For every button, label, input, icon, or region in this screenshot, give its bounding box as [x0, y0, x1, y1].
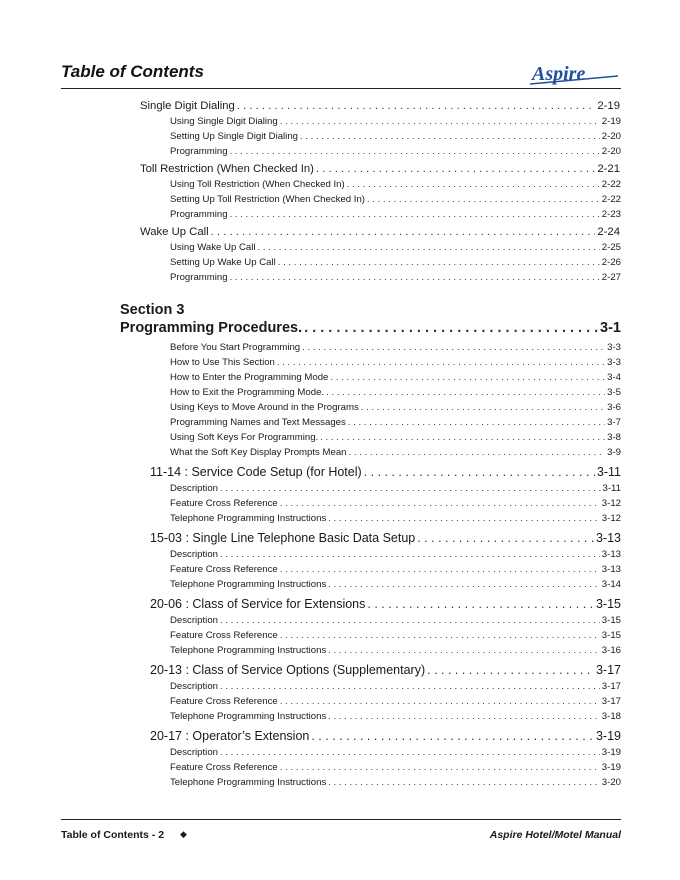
toc-entry[interactable]: Telephone Programming Instructions . . . 3-18 [170, 711, 621, 726]
footer-diamond-icon: ◆ [180, 829, 187, 839]
toc-entry[interactable]: Programming . . . 2-23 [170, 209, 621, 224]
toc-entry[interactable]: Setting Up Toll Restriction (When Checked In) . . . 2-22 [170, 194, 621, 209]
toc-entry[interactable]: How to Enter the Programming Mode . . . 3-4 [170, 372, 621, 387]
page-header-title: Table of Contents [61, 62, 204, 81]
toc-entry[interactable]: Programming . . . 2-20 [170, 146, 621, 161]
toc-entry[interactable]: Feature Cross Reference . . . 3-15 [170, 630, 621, 645]
toc-entry[interactable]: Description . . . 3-19 [170, 747, 621, 762]
toc-entry[interactable]: Feature Cross Reference . . . 3-12 [170, 498, 621, 513]
toc-entry[interactable]: Programming Names and Text Messages . . . 3-7 [170, 417, 621, 432]
toc-entry[interactable]: Telephone Programming Instructions . . . 3-20 [170, 777, 621, 792]
footer-manual-title: Aspire Hotel/Motel Manual [489, 829, 621, 841]
toc-entry[interactable]: Feature Cross Reference . . . 3-19 [170, 762, 621, 777]
toc-entry[interactable]: What the Soft Key Display Prompts Mean . . . 3-9 [170, 447, 621, 462]
footer-page-label: Table of Contents - 2 [61, 829, 165, 841]
toc-topic[interactable]: 20-13 : Class of Service Options (Supplementary) . . . 3-17 [150, 663, 621, 680]
toc-entry[interactable]: Description . . . 3-13 [170, 549, 621, 564]
toc-entry[interactable]: Using Single Digit Dialing . . . 2-19 [170, 116, 621, 131]
toc-topic[interactable]: 20-06 : Class of Service for Extensions . . . 3-15 [150, 597, 621, 614]
toc-entry[interactable]: Telephone Programming Instructions . . . 3-16 [170, 645, 621, 660]
toc-entry[interactable]: Wake Up Call . . . 2-24 [140, 226, 620, 241]
toc-entry[interactable]: Using Soft Keys For Programming. . . . 3-8 [170, 432, 621, 447]
toc-entry[interactable]: How to Exit the Programming Mode. . . . 3-5 [170, 387, 621, 402]
toc-topic[interactable]: 20-17 : Operator’s Extension . . . 3-19 [150, 729, 621, 746]
toc-entry[interactable]: Setting Up Single Digit Dialing . . . 2-20 [170, 131, 621, 146]
toc-entry[interactable]: Telephone Programming Instructions . . . 3-12 [170, 513, 621, 528]
toc-entry[interactable]: Programming . . . 2-27 [170, 272, 621, 287]
toc-entry[interactable]: Using Wake Up Call . . . 2-25 [170, 242, 621, 257]
toc-entry[interactable]: Before You Start Programming . . . 3-3 [170, 342, 621, 357]
toc-entry[interactable]: Description . . . 3-15 [170, 615, 621, 630]
toc-topic[interactable]: 15-03 : Single Line Telephone Basic Data Setup . . . 3-13 [150, 531, 621, 548]
toc-entry[interactable]: Setting Up Wake Up Call . . . 2-26 [170, 257, 621, 272]
toc-entry[interactable]: Telephone Programming Instructions . . . 3-14 [170, 579, 621, 594]
toc-entry[interactable]: Description . . . 3-11 [170, 483, 621, 498]
toc-entry[interactable]: Feature Cross Reference . . . 3-17 [170, 696, 621, 711]
toc-entry[interactable]: Using Toll Restriction (When Checked In) . . . 2-22 [170, 179, 621, 194]
toc-topic[interactable]: 11-14 : Service Code Setup (for Hotel) . . . 3-11 [150, 465, 621, 482]
toc-entry[interactable]: Single Digit Dialing . . . 2-19 [140, 100, 620, 115]
footer-rule [61, 819, 621, 820]
section-number: Section 3 [120, 302, 185, 318]
aspire-logo [528, 62, 622, 88]
toc-entry[interactable]: Description . . . 3-17 [170, 681, 621, 696]
toc-entry[interactable]: How to Use This Section . . . 3-3 [170, 357, 621, 372]
header-rule [61, 88, 621, 89]
toc-entry[interactable]: Using Keys to Move Around in the Programs . . . 3-6 [170, 402, 621, 417]
logo-text: Aspire [532, 63, 586, 85]
toc-entry[interactable]: Feature Cross Reference . . . 3-13 [170, 564, 621, 579]
toc-entry[interactable]: Toll Restriction (When Checked In) . . . 2-21 [140, 163, 620, 178]
section-title-entry[interactable]: Programming Procedures. . . . 3-1 [120, 320, 621, 339]
